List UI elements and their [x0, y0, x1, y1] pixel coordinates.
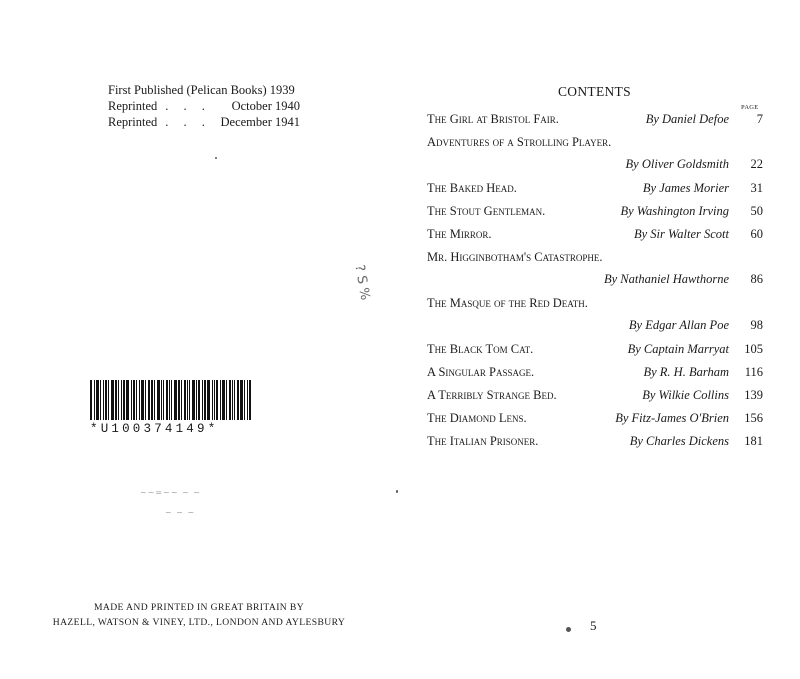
contents-heading: CONTENTS [558, 84, 631, 99]
printer-imprint [44, 600, 354, 630]
story-title: The Masque of the Red Death. [427, 296, 588, 310]
story-page: 98 [750, 318, 763, 332]
barcode-bar [118, 380, 119, 420]
toc-entry [427, 411, 763, 434]
publication-label: Reprinted [108, 99, 158, 113]
barcode-bars [90, 380, 276, 420]
story-page: 7 [756, 112, 763, 126]
toc-entry [427, 112, 763, 135]
barcode-bar [189, 380, 190, 420]
barcode-bar [234, 380, 235, 420]
barcode-bar [232, 380, 233, 420]
imprint-line: HAZELL, WATSON & VINEY, LTD., LONDON AND AYLESBURY [52, 617, 346, 628]
leader-dots: . . . [165, 115, 211, 129]
barcode-bar [115, 380, 117, 420]
toc-entry [427, 365, 763, 388]
story-author: By Sir Walter Scott [633, 227, 729, 241]
story-title: A Terribly Strange Bed. [427, 388, 557, 402]
barcode-bar [163, 380, 164, 420]
ink-speck [396, 490, 398, 493]
barcode-bar [187, 380, 188, 420]
story-page: 105 [744, 342, 763, 356]
barcode-bar [121, 380, 122, 420]
publication-date: December 1941 [220, 115, 300, 129]
barcode-bar [181, 380, 182, 420]
toc-entry-author-line [427, 272, 763, 296]
barcode-bar [237, 380, 239, 420]
barcode-bar [100, 380, 101, 420]
toc-entry [427, 296, 763, 342]
barcode-bar [244, 380, 245, 420]
faded-stamp-mark: ~~=~~ ~ ~ [140, 488, 202, 497]
publication-history [108, 82, 300, 130]
story-title: The Italian Prisoner. [427, 434, 539, 448]
barcode-bar [96, 380, 99, 420]
barcode-bar [222, 380, 225, 420]
barcode-bar [157, 380, 160, 420]
table-of-contents [427, 112, 763, 457]
barcode-bar [174, 380, 177, 420]
story-author: By Daniel Defoe [645, 112, 729, 126]
barcode-bar [145, 380, 146, 420]
story-author: By Charles Dickens [629, 434, 729, 448]
publication-label: First Published (Pelican Books) 1939 [108, 83, 295, 97]
barcode-bar [161, 380, 162, 420]
barcode-bar [226, 380, 227, 420]
barcode-bar [139, 380, 140, 420]
barcode-bar [204, 380, 206, 420]
story-author: By R. H. Barham [643, 365, 729, 379]
toc-entry-author-line [427, 318, 763, 342]
story-author: By Oliver Goldsmith [625, 157, 729, 171]
barcode-bar [105, 380, 107, 420]
story-page: 60 [750, 227, 763, 241]
story-page: 116 [744, 365, 763, 379]
barcode-bar [198, 380, 200, 420]
barcode-bar [212, 380, 213, 420]
barcode-bar [126, 380, 129, 420]
publication-label: Reprinted [108, 115, 158, 129]
story-page: 31 [750, 181, 763, 195]
barcode-bar [123, 380, 125, 420]
barcode-bar [214, 380, 215, 420]
story-author: By Wilkie Collins [642, 388, 729, 402]
barcode-bar [220, 380, 221, 420]
publication-line-reprint-1941 [108, 114, 300, 130]
barcode-bar [148, 380, 150, 420]
toc-entry [427, 181, 763, 204]
leader-dots: . . . [165, 99, 211, 113]
barcode-bar [154, 380, 155, 420]
barcode-bar [169, 380, 170, 420]
story-title: The Girl at Bristol Fair. [427, 112, 559, 126]
toc-entry [427, 204, 763, 227]
barcode-bar [249, 380, 251, 420]
story-title: The Baked Head. [427, 181, 517, 195]
story-page: 22 [750, 157, 763, 171]
library-barcode [90, 380, 276, 436]
barcode-bar [90, 380, 92, 420]
story-page: 86 [750, 272, 763, 286]
faded-stamp-mark: ~ ~ ~ [165, 508, 196, 517]
barcode-bar [133, 380, 135, 420]
barcode-bar [207, 380, 210, 420]
ink-speck [566, 627, 571, 632]
barcode-bar [94, 380, 95, 420]
story-author: By Fitz-James O'Brien [615, 411, 729, 425]
barcode-bar [229, 380, 231, 420]
barcode-bar [192, 380, 195, 420]
story-page: 156 [744, 411, 763, 425]
barcode-bar [202, 380, 203, 420]
page-column-header: PAGE [741, 104, 759, 111]
story-title: The Mirror. [427, 227, 492, 241]
barcode-bar [103, 380, 104, 420]
story-title: The Black Tom Cat. [427, 342, 534, 356]
toc-entry [427, 342, 763, 365]
story-page: 139 [744, 388, 763, 402]
story-page: 50 [750, 204, 763, 218]
barcode-bar [196, 380, 197, 420]
story-author: By Captain Marryat [627, 342, 729, 356]
toc-entry [427, 250, 763, 296]
barcode-number: *U100374149* [90, 422, 219, 436]
barcode-bar [136, 380, 137, 420]
barcode-bar [166, 380, 168, 420]
barcode-bar [184, 380, 186, 420]
story-title: Adventures of a Strolling Player. [427, 135, 612, 149]
publication-line-reprint-1940 [108, 98, 300, 114]
story-title: The Stout Gentleman. [427, 204, 546, 218]
toc-entry [427, 227, 763, 250]
story-title: Mr. Higginbotham's Catastrophe. [427, 250, 603, 264]
story-author: By Edgar Allan Poe [628, 318, 729, 332]
faded-stamp-mark: ? S % [351, 263, 373, 302]
story-author: By Nathaniel Hawthorne [604, 272, 729, 286]
barcode-bar [108, 380, 109, 420]
story-title: The Diamond Lens. [427, 411, 527, 425]
barcode-bar [216, 380, 218, 420]
barcode-bar [178, 380, 180, 420]
publication-line-first [108, 82, 300, 98]
publication-date: October 1940 [231, 99, 300, 113]
story-author: By James Morier [642, 181, 729, 195]
barcode-bar [131, 380, 132, 420]
barcode-bar [240, 380, 243, 420]
barcode-bar [111, 380, 114, 420]
toc-entry-author-line [427, 157, 763, 181]
toc-entry [427, 388, 763, 411]
page-number: 5 [590, 618, 597, 633]
story-author: By Washington Irving [620, 204, 729, 218]
barcode-bar [247, 380, 248, 420]
toc-entry [427, 135, 763, 181]
barcode-bar [151, 380, 153, 420]
barcode-bar [171, 380, 172, 420]
ink-speck [215, 157, 217, 159]
story-page: 181 [744, 434, 763, 448]
imprint-line: MADE AND PRINTED IN GREAT BRITAIN BY [93, 602, 305, 613]
story-title: A Singular Passage. [427, 365, 535, 379]
toc-entry [427, 434, 763, 457]
barcode-bar [141, 380, 144, 420]
